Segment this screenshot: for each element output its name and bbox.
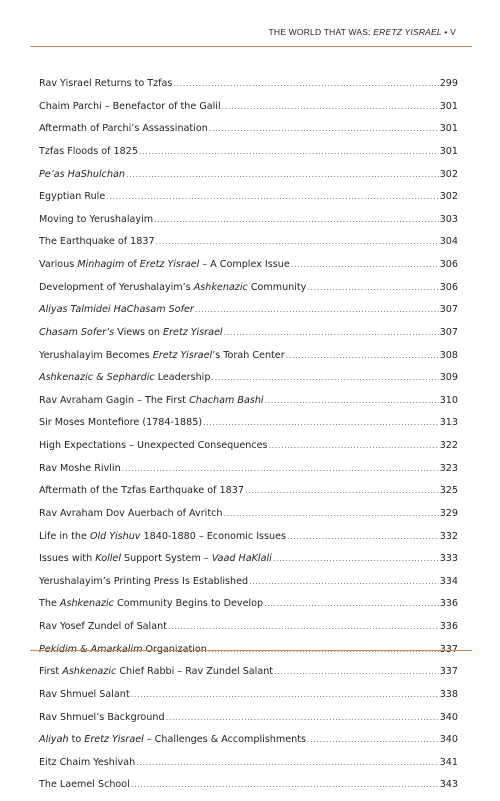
dot-leader: [136, 756, 439, 770]
toc-page-number: 304: [439, 236, 458, 248]
dot-leader: [168, 620, 439, 634]
toc-entry-title: [39, 371, 210, 385]
toc-entry: [39, 507, 458, 530]
dot-leader: [286, 349, 439, 363]
toc-entry: [39, 371, 458, 394]
table-of-contents: [39, 77, 458, 801]
toc-title-italic-part: Minhagim: [77, 259, 125, 270]
toc-entry: [39, 77, 458, 100]
toc-entry: [39, 778, 458, 801]
toc-entry-title: [39, 484, 244, 498]
toc-title-part: Rav Shmuel Salant: [39, 688, 130, 700]
toc-title-italic-part: Pe’as HaShulchan: [39, 168, 125, 180]
toc-entry-title: [39, 756, 135, 770]
toc-title-part: Sir Moses Montefiore (1784-1885): [39, 417, 203, 429]
dot-leader: [211, 371, 438, 385]
toc-title-part: Leadership: [154, 372, 211, 384]
dot-leader: [274, 665, 439, 679]
toc-entry: [39, 756, 458, 779]
toc-page-number: 336: [439, 598, 458, 610]
dot-leader: [203, 416, 439, 430]
toc-entry: [39, 349, 458, 372]
toc-title-part: Various: [39, 259, 78, 270]
toc-title-part: ’s Torah Center: [212, 349, 285, 361]
toc-entry-title: [39, 439, 267, 453]
toc-entry-title: [39, 326, 223, 340]
toc-entry-title: [39, 711, 165, 725]
toc-page-number: 334: [439, 575, 458, 587]
toc-title-part: Community: [247, 281, 307, 293]
toc-entry: [39, 620, 458, 643]
dot-leader: [307, 281, 438, 295]
dot-leader: [287, 530, 439, 544]
toc-entry-title: [39, 190, 105, 204]
toc-title-part: 1840-1880 – Economic Issues: [140, 530, 287, 542]
dot-leader: [268, 439, 438, 453]
toc-page-number: 340: [439, 711, 458, 723]
toc-entry-title: [39, 281, 306, 295]
toc-title-italic-part: Aliyas Talmidei HaChasam Sofer: [39, 304, 194, 316]
toc-title-italic-part: Kollel: [95, 553, 121, 565]
toc-page-number: 306: [439, 281, 458, 293]
toc-entry: [39, 552, 458, 575]
toc-entry: [39, 190, 458, 213]
header-rule: [30, 46, 472, 47]
toc-title-italic-part: Eretz Yisrael: [139, 259, 200, 270]
toc-title-italic-part: Old Yishuv: [89, 530, 141, 542]
toc-title-italic-part: Eretz Yisrael: [152, 349, 213, 361]
toc-title-part: to: [68, 734, 85, 746]
toc-entry-title: [39, 778, 130, 792]
toc-title-italic-part: Eretz Yisrael: [163, 326, 223, 338]
toc-entry: [39, 258, 458, 281]
toc-entry: [39, 303, 458, 326]
toc-entry-title: [39, 168, 125, 182]
toc-page-number: 323: [439, 462, 458, 474]
toc-page-number: 340: [439, 734, 458, 746]
toc-entry: [39, 122, 458, 145]
toc-title-part: Rav Moshe Rivlin: [39, 462, 121, 474]
toc-title-italic-part: Chasam Sofer’s: [39, 326, 115, 338]
toc-entry: [39, 530, 458, 553]
toc-entry-title: [39, 122, 208, 136]
toc-entry-title: [39, 258, 290, 272]
toc-entry: [39, 439, 458, 462]
running-header: [269, 27, 457, 37]
toc-entry: [39, 168, 458, 191]
toc-entry-title: [39, 213, 153, 227]
toc-title-italic-part: Aliyah: [39, 734, 69, 746]
dot-leader: [249, 575, 439, 589]
toc-entry-title: [39, 620, 167, 634]
toc-title-italic-part: Vaad HaKlali: [211, 553, 272, 565]
dot-leader: [291, 258, 439, 272]
dot-leader: [209, 122, 439, 136]
toc-title-part: The Earthquake of 1837: [39, 236, 155, 248]
dot-leader: [223, 507, 438, 521]
toc-title-italic-part: Ashkenazic & Sephardic: [39, 372, 155, 384]
toc-page-number: 341: [439, 756, 458, 768]
toc-title-part: Yerushalayim’s Printing Press Is Established: [39, 575, 249, 587]
toc-entry: [39, 145, 458, 168]
dot-leader: [156, 235, 439, 249]
toc-title-italic-part: Ashkenazic: [193, 281, 248, 293]
toc-page-number: 301: [439, 123, 458, 135]
toc-title-italic-part: Chacham Bashi: [189, 394, 264, 406]
toc-entry: [39, 281, 458, 304]
toc-entry: [39, 235, 458, 258]
toc-entry-title: [39, 394, 264, 408]
toc-title-part: Rav Yisrael Returns to Tzfas: [39, 78, 173, 89]
toc-title-part: Rav Avraham Gagin – The First: [39, 394, 190, 406]
toc-entry-title: [39, 235, 155, 249]
toc-entry: [39, 643, 458, 666]
toc-title-part: of: [124, 259, 140, 270]
toc-title-part: Support System –: [120, 553, 212, 565]
toc-title-part: Chief Rabbi – Rav Zundel Salant: [116, 666, 274, 678]
toc-entry-title: [39, 552, 272, 566]
toc-title-part: Rav Avraham Dov Auerbach of Avritch: [39, 507, 223, 519]
toc-entry: [39, 462, 458, 485]
toc-entry: [39, 665, 458, 688]
toc-entry: [39, 733, 458, 756]
toc-title-part: – Challenges & Accomplishments: [143, 734, 306, 746]
toc-entry: [39, 326, 458, 349]
toc-title-part: Life in the: [39, 530, 90, 542]
toc-title-part: High Expectations – Unexpected Consequences: [39, 440, 268, 451]
toc-entry: [39, 575, 458, 598]
toc-page-number: 307: [439, 304, 458, 316]
toc-title-part: Chaim Parchi – Benefactor of the Galil: [39, 100, 221, 112]
toc-entry-title: [39, 416, 202, 430]
toc-entry: [39, 100, 458, 123]
toc-page-number: 313: [439, 417, 458, 429]
toc-title-part: Rav Shmuel’s Background: [39, 711, 165, 723]
toc-entry: [39, 597, 458, 620]
toc-page-number: 308: [439, 349, 458, 361]
toc-page-number: 309: [439, 372, 458, 384]
dot-leader: [106, 190, 438, 204]
toc-title-part: Yerushalayim Becomes: [39, 349, 153, 361]
toc-entry: [39, 394, 458, 417]
toc-entry-title: [39, 665, 273, 679]
toc-entry-title: [39, 303, 194, 317]
toc-entry-title: [39, 145, 138, 159]
toc-title-part: Rav Yosef Zundel of Salant: [39, 621, 167, 632]
toc-page-number: 337: [439, 666, 458, 678]
toc-page-number: 332: [439, 530, 458, 542]
toc-page-number: 310: [439, 394, 458, 406]
toc-page-number: 299: [439, 78, 458, 89]
toc-entry: [39, 416, 458, 439]
toc-entry-title: [39, 349, 285, 363]
dot-leader: [222, 100, 439, 114]
dot-leader: [265, 394, 439, 408]
toc-title-part: Views on: [114, 326, 164, 338]
toc-entry-title: [39, 733, 306, 747]
toc-page-number: 307: [439, 326, 458, 338]
dot-leader: [122, 462, 439, 476]
dot-leader: [139, 145, 439, 159]
toc-title-part: Moving to Yerushalayim: [39, 213, 154, 225]
header-suffix: • V: [441, 27, 456, 37]
toc-entry: [39, 711, 458, 734]
dot-leader: [245, 484, 439, 498]
toc-title-part: Aftermath of the Tzfas Earthquake of 1837: [39, 485, 244, 497]
toc-entry-title: [39, 100, 221, 114]
toc-title-part: The: [39, 598, 60, 610]
toc-title-italic-part: Ashkenazic: [59, 598, 114, 610]
toc-page-number: 325: [439, 485, 458, 497]
dot-leader: [131, 778, 439, 792]
dot-leader: [224, 326, 439, 340]
toc-page-number: 301: [439, 145, 458, 157]
toc-page-number: 329: [439, 507, 458, 519]
toc-entry: [39, 213, 458, 236]
toc-title-part: Issues with: [39, 553, 96, 565]
dot-leader: [273, 552, 439, 566]
dot-leader: [126, 168, 439, 182]
toc-title-part: Tzfas Floods of 1825: [39, 145, 138, 157]
dot-leader: [307, 733, 439, 747]
toc-page-number: 336: [439, 621, 458, 632]
dot-leader: [166, 711, 439, 725]
dot-leader: [173, 77, 438, 91]
toc-title-part: Eitz Chaim Yeshivah: [39, 756, 136, 768]
toc-title-part: Aftermath of Parchi’s Assassination: [39, 123, 208, 135]
footer-rule: [30, 650, 472, 651]
toc-title-part: Development of Yerushalayim’s: [39, 281, 194, 293]
toc-page-number: 333: [439, 553, 458, 565]
toc-entry-title: [39, 688, 130, 702]
toc-page-number: 343: [439, 779, 458, 791]
toc-title-italic-part: Ashkenazic: [62, 666, 117, 678]
toc-entry-title: [39, 462, 121, 476]
dot-leader: [154, 213, 439, 227]
toc-page-number: 302: [439, 168, 458, 180]
toc-title-part: First: [39, 666, 63, 678]
toc-entry-title: [39, 597, 263, 611]
toc-entry: [39, 484, 458, 507]
dot-leader: [131, 688, 439, 702]
header-prefix: THE WORLD THAT WAS:: [268, 27, 374, 37]
toc-entry-title: [39, 77, 172, 91]
dot-leader: [264, 597, 439, 611]
dot-leader: [195, 303, 439, 317]
toc-title-italic-part: Eretz Yisrael: [84, 734, 144, 746]
toc-page-number: 302: [439, 191, 458, 203]
header-italic: ERETZ YISRAEL: [373, 27, 442, 37]
toc-page-number: 306: [439, 259, 458, 270]
toc-title-part: – A Complex Issue: [199, 259, 290, 270]
toc-page-number: 322: [439, 440, 458, 451]
toc-page-number: 338: [439, 688, 458, 700]
toc-title-part: Community Begins to Develop: [113, 598, 264, 610]
toc-page-number: 301: [439, 100, 458, 112]
toc-title-part: The Laemel School: [39, 779, 130, 791]
toc-entry-title: [39, 575, 248, 589]
toc-title-part: Egyptian Rule: [39, 191, 106, 203]
toc-entry: [39, 688, 458, 711]
toc-entry-title: [39, 507, 222, 521]
toc-entry-title: [39, 530, 286, 544]
toc-page-number: 303: [439, 213, 458, 225]
